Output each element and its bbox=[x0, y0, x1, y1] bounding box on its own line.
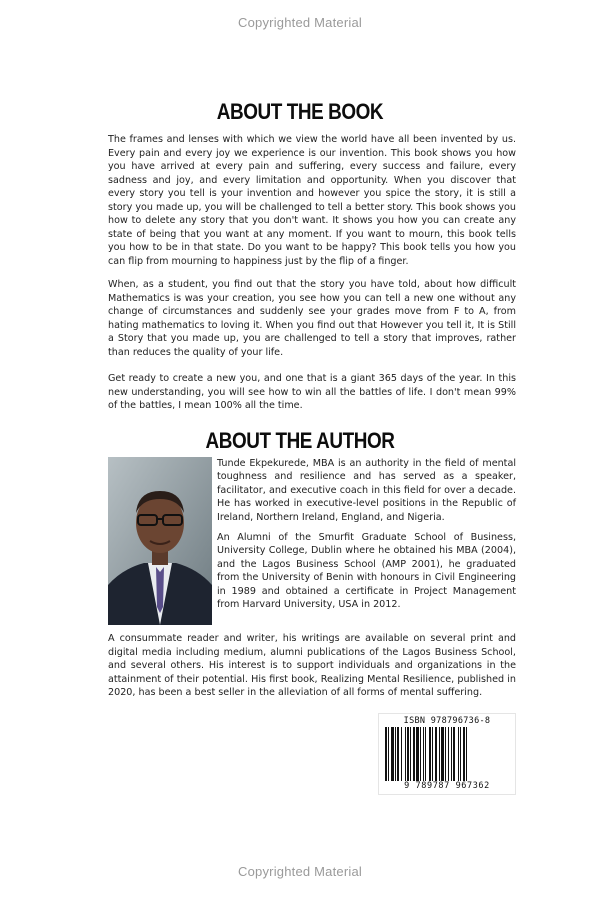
barcode-bars bbox=[385, 727, 509, 781]
about-book-paragraph-3: Get ready to create a new you, and one that is a giant 365 days of the year. In this new understanding, you will see how to win all the battles of life. I don't mean 99% of the battles, I mean 100% all the time. bbox=[108, 373, 516, 411]
isbn-label: ISBN 978796736-8 bbox=[403, 716, 491, 726]
author-bio-paragraph-1: Tunde Ekpekurede, MBA is an authority in the field of mental toughness and resilience and has served as a speaker, facilitator, and executive coach in this field for over a decade. He has worked in executive-level positions in the Republic of Ireland, Northern Ireland, England, and Nigeria. bbox=[217, 458, 516, 523]
isbn-barcode bbox=[378, 713, 516, 795]
author-bio-paragraph-3: A consummate reader and writer, his writings are available on several print and digital media including medium, alumni publications of the Lagos Business School, and several others. His interest is to support individuals and organizations in the attainment of their potential. His first book, Realizing Mental Resilience, published in 2020, has been a best seller in the alleviation of all forms of mental suffering. bbox=[108, 633, 516, 698]
author-photo bbox=[108, 457, 212, 625]
about-book-paragraph-2: When, as a student, you find out that the story you have told, about how difficult Mathematics is was your creation, you see how you can tell a new one without any change of circumstances and suddenly see your grades move from F to A, from hating mathematics to loving it. When you find out that However you tell it, It is Still a Story that you made up, you are challenged to tell a story that improves, rather than reduces the quality of your life. bbox=[108, 279, 516, 358]
about-author-heading: ABOUT THE AUTHOR bbox=[205, 428, 395, 453]
copyright-watermark-bottom: Copyrighted Material bbox=[238, 864, 362, 879]
barcode-number: 9 789787 967362 bbox=[404, 781, 490, 791]
about-book-heading: ABOUT THE BOOK bbox=[216, 99, 384, 124]
copyright-watermark-top: Copyrighted Material bbox=[238, 15, 362, 30]
about-book-paragraph-1: The frames and lenses with which we view the world have all been invented by us. Every pain and every joy we experience is our invention. This book shows you how you have arrived at every pain and suffering, every success and failure, every sadness and joy, and every limitation and opportunity. When you discover that every story you tell is your invention and however you spice the story, it is still a story you made up, you will be challenged to tell a better story. This book shows you how to delete any story that you don't want. It shows you how you can create any state of being that you want at any moment. If you want to mourn, this book tells you how to be in that state. Do you want to be happy? This book tells you how you can flip from mourning to happiness just by the flip of a finger. bbox=[108, 134, 516, 267]
author-bio-paragraph-2: An Alumni of the Smurfit Graduate School of Business, University College, Dublin where he obtained his MBA (2004), and the Lagos Business School (AMP 2001), he graduated from the University of Benin with honours in Civil Engineering in 1989 and obtained a certificate in Project Management from Harvard University, USA in 2012. bbox=[217, 532, 516, 611]
